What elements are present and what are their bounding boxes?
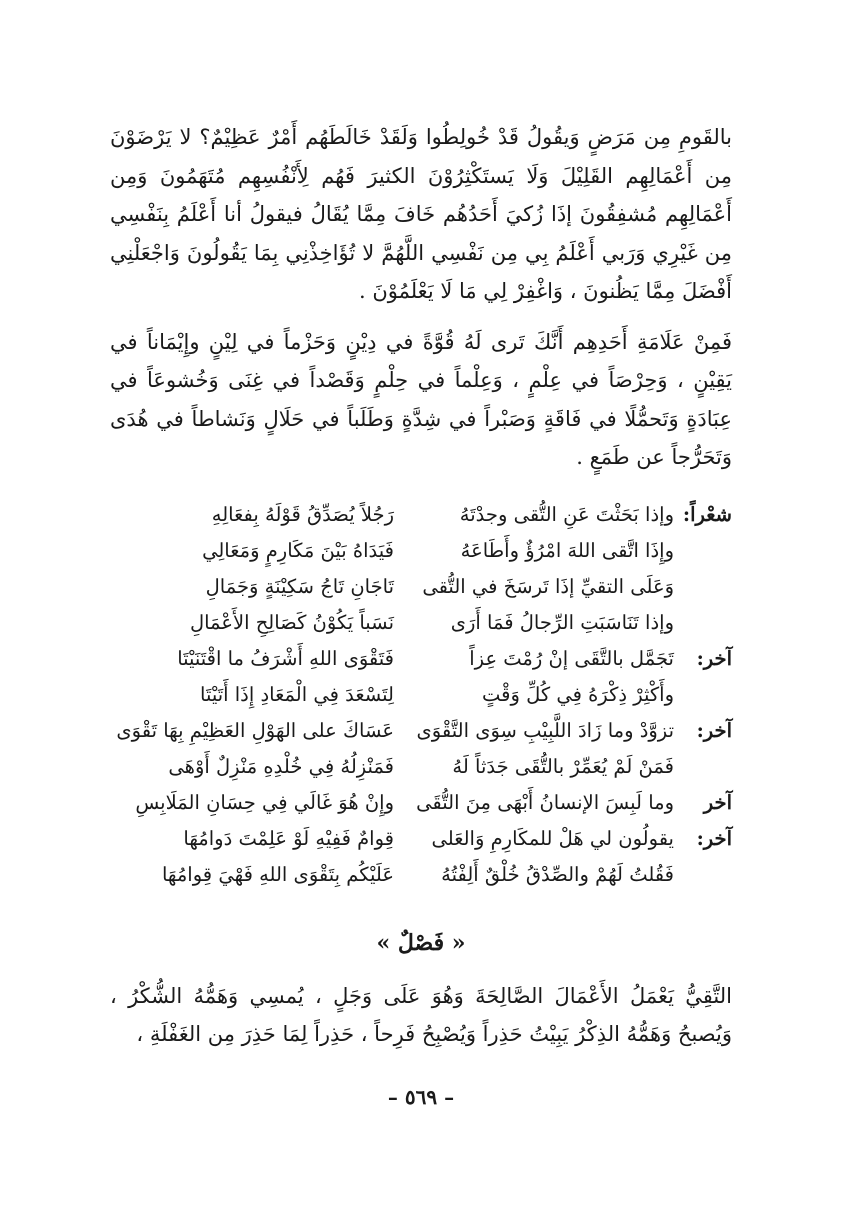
poem-verse <box>110 533 732 569</box>
verse-second-hemistich: فَتَقْوَى اللهِ أَشْرَفُ ما اقْتَنَيْتَا <box>177 646 394 670</box>
verse-label: آخر: <box>696 718 732 742</box>
poem-verse <box>110 497 732 533</box>
section-heading: « فَصْلٌ » <box>376 929 466 956</box>
page-number: – ٥٦٩ – <box>387 1085 455 1109</box>
poem-verse <box>110 677 732 713</box>
verse-second-hemistich: فَمَنْزِلُهُ فِي خُلْدِهِ مَنْزِلٌ أَوْهَى <box>168 754 394 778</box>
verse-first-hemistich: وإذا بَحَثْتَ عَنِ التُّقى وجدْتَهُ <box>459 502 674 526</box>
verse-first-hemistich: وَعَلَى التقيِّ إذَا تَرسَخَ في التُّقى <box>422 574 674 598</box>
poem-verse <box>110 713 732 749</box>
poem-verse <box>110 785 732 821</box>
verse-second-hemistich: عَسَاكَ على الهَوْلِ العَظِيْمِ بِهَا تَقْوَى <box>116 718 394 742</box>
poem-verse <box>110 821 732 857</box>
paragraph-2: فَمِنْ عَلَامَةِ أَحَدِهِم أَنَّكَ تَرى لَهُ قُوَّةً في دِيْنٍ وَحَزْماً في لِيْنٍ وإِيْمَاناً في يَقِيْنٍ ، وَحِرْصَاً في عِلْمٍ ، وَعِلْماً في حِلْمٍ وَقَصْداً في غِنَى وَخُشوعَاً في عِبَادَةٍ وَتَحمُّلًا في فَاقَةٍ وَصَبْراً في شِدَّةٍ وَطَلَباً في حَلَالٍ وَنَشاطاً في هُدَى وَتَحَرُّجاً عن طَمَعٍ . <box>110 329 732 469</box>
verse-first-hemistich: تَجَمَّل بالتَّقَى إنْ رُمْتَ عِزاً <box>469 646 674 670</box>
verse-first-hemistich: وأَكْثِرْ ذِكْرَهُ فِي كُلِّ وَقْتٍ <box>481 682 674 706</box>
poetry-block <box>110 497 732 893</box>
verse-first-hemistich: فَقُلتُ لَهُمْ والصِّدْقُ خُلْقٌ أَلِفْتُهُ <box>441 862 674 886</box>
verse-second-hemistich: تَاجَانِ تَاجُ سَكِيْنَةٍ وَجَمَالِ <box>205 574 394 598</box>
verse-second-hemistich: نَسَباً يَكُوْنُ كَصَالِحِ الأَعْمَالِ <box>189 610 394 634</box>
verse-second-hemistich: لِتَسْعَدَ فِي الْمَعَادِ إِذَا أَتَيْتَا <box>200 682 394 706</box>
verse-label: آخر: <box>696 646 732 670</box>
verse-first-hemistich: وما لَبِسَ الإنسانُ أَبْهَى مِنَ التُّقَى <box>416 790 674 814</box>
verse-label: آخر <box>703 790 732 814</box>
poem-verse <box>110 569 732 605</box>
poem-verse <box>110 605 732 641</box>
verse-first-hemistich: يقولُون لي هَلْ للمكَارِمِ وَالعَلى <box>431 826 674 850</box>
verse-label: شعْراً: <box>682 502 732 526</box>
poem-verse <box>110 857 732 893</box>
poem-verse <box>110 641 732 677</box>
verse-first-hemistich: فَمَنْ لَمْ يُعَمِّرْ بالتُّقَى جَدَثاً لَهُ <box>452 754 674 778</box>
verse-second-hemistich: فَيَدَاهُ بَيْنَ مَكَارِمٍ وَمَعَالِي <box>202 538 394 562</box>
paragraph-1: بالقَومِ مِن مَرَضٍ وَيقُولُ قَدْ خُولِطُوا وَلَقَدْ خَالَطَهُم أَمْرٌ عَظِيْمٌ؟ لا يَرْضَوْنَ مِن أَعْمَالِهِم القَلِيْلَ وَلَا يَستَكْثِرُوْنَ الكثيرَ فَهُم لِأَنْفُسِهِم مُتَهَمُونَ وَمِن أَعْمَالِهِم مُشفِقُونَ إذَا زُكيَ أَحَدُهُم خَافَ مِمَّا يُقَالُ فيقولُ أنا أَعْلَمُ بِنَفْسِي مِن غَيْرِي وَرَبي أَعْلَمُ بِي مِن نَفْسِي اللَّهُمَّ لا تُؤَاخِذْنِي بِمَا يَقُولُونَ وَاجْعَلْنِي أَفْضَلَ مِمَّا يَظُنونَ ، وَاغْفِرْ لِي مَا لَا يَعْلَمُوْنَ . <box>110 125 732 303</box>
verse-second-hemistich: رَجُلاً يُصَدِّقُ قَوْلَهُ بِفعَالِهِ <box>211 502 394 526</box>
verse-second-hemistich: وإِنْ هُوَ غَالَي فِي حِسَانِ المَلَابِسِ <box>135 790 394 814</box>
verse-first-hemistich: وإِذَا اتَّقى اللهَ امْرُؤٌ وأَطَاعَهُ <box>460 538 674 562</box>
verse-second-hemistich: قِوامٌ فَفِيْهِ لَوْ عَلِمْتَ دَوامُهَا <box>183 826 394 850</box>
verse-first-hemistich: تزوَّدْ وما زَادَ اللَّبِيْبِ سِوَى التَّقْوَى <box>416 718 674 742</box>
verse-first-hemistich: وإذا تَنَاسَبَتِ الرِّجالُ فَمَا أَرَى <box>450 610 674 634</box>
verse-second-hemistich: عَلَيْكُم بِتَقْوَى اللهِ فَهْيَ قِوامُهَا <box>161 862 394 886</box>
poem-verse <box>110 749 732 785</box>
verse-label: آخر: <box>696 826 732 850</box>
section-paragraph: التَّقِيُّ يَعْمَلُ الأَعْمَالَ الصَّالِحَةَ وَهُوَ عَلَى وَجَلٍ ، يُمسِي وَهَمُّهُ الشُّكْرُ ، وَيُصبحُ وَهَمُّهُ الذِكْرُ يَبِيْتُ حَذِراً وَيُصْبِحُ فَرِحاً ، حَذِراً لِمَا حَذِرَ مِن الغَفْلَةِ ، <box>110 983 732 1046</box>
